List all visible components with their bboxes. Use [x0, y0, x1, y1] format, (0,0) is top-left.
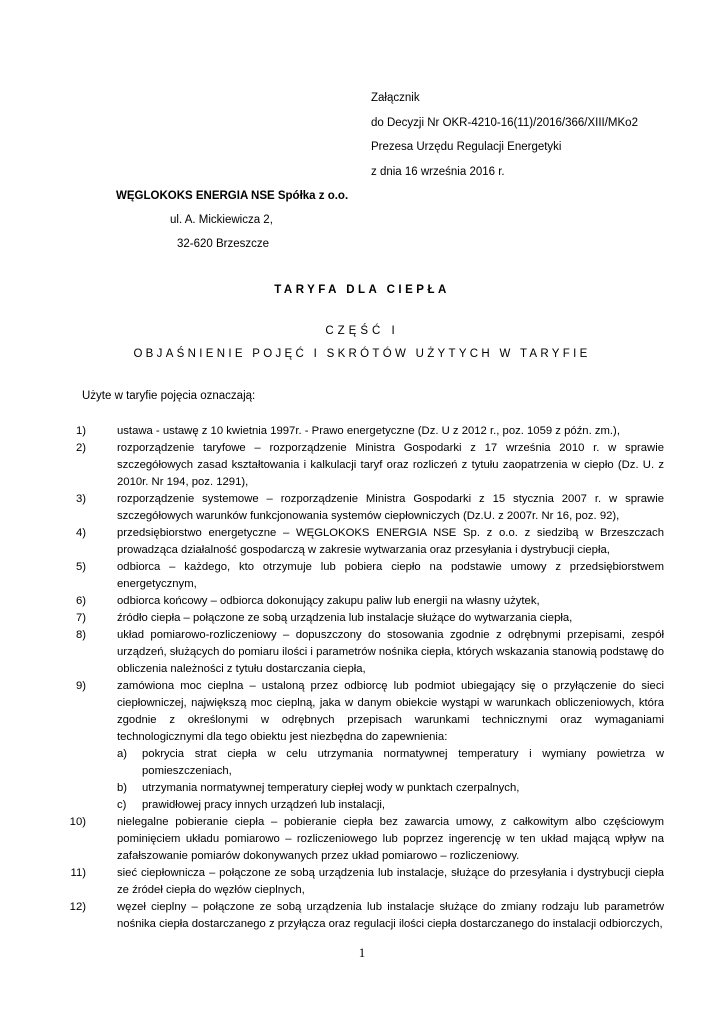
definition-text: sieć ciepłownicza – połączone ze sobą urządzenia lub instalacje, służące do przesyłania i dystrybucji ciepła ze źródeł ciepła do węzłów cieplnych, [117, 867, 664, 896]
definition-text: rozporządzenie systemowe – rozporządzenie Ministra Gospodarki z 15 stycznia 2007 r. w sprawie szczegółowych warunków funkcjonowania systemów ciepłowniczych (Dz.U. z 2007r. Nr 16, poz. 92), [117, 493, 664, 522]
definition-number: 10) [69, 816, 86, 828]
definition-text: odbiorca – każdego, kto otrzymuje lub pobiera ciepło na podstawie umowy z przedsiębiorstwem energetycznym, [117, 561, 664, 590]
definition-item [60, 627, 664, 678]
definition-item [60, 559, 664, 593]
definition-item [60, 525, 664, 559]
sublist-letter: b) [117, 782, 128, 794]
sublist-letter: a) [117, 748, 128, 760]
definition-item [60, 865, 664, 899]
definition-item [60, 899, 664, 933]
definition-text: ustawa - ustawę z 10 kwietnia 1997r. - Prawo energetyczne (Dz. U z 2012 r., poz. 1059 z późn. zm.), [117, 425, 620, 437]
definitions-list [60, 423, 664, 933]
company-street: ul. A. Mickiewicza 2, [170, 214, 273, 226]
definition-item [60, 423, 664, 440]
definition-number: 12) [69, 901, 86, 913]
company-name: WĘGLOKOKS ENERGIA NSE Spółka z o.o. [116, 190, 349, 202]
part-heading: CZĘŚĆ I [325, 325, 399, 337]
definition-number: 7) [75, 612, 86, 624]
sublist-text: prawidłowej pracy innych urządzeń lub instalacji, [142, 799, 386, 811]
sublist-item [117, 797, 664, 814]
sublist-letter: c) [117, 799, 127, 811]
page-number: 1 [358, 945, 366, 960]
definition-text: rozporządzenie taryfowe – rozporządzenie Ministra Gospodarki z 17 września 2010 r. w sprawie szczegółowych zasad kształtowania i kalkulacji taryf oraz rozliczeń z tytułu zaopatrzenia w ciepło (Dz. U. z 2010r. Nr 194, poz. 1291), [117, 442, 664, 488]
definition-text: układ pomiarowo-rozliczeniowy – dopuszczony do stosowania zgodnie z odrębnymi przepisami, zespół urządzeń, służących do pomiaru ilości i parametrów nośnika ciepła, których wskazania stanowią podstawę do obliczenia należności z tytułu dostarczania ciepła, [117, 629, 664, 675]
definition-item [60, 491, 664, 525]
definition-text: zamówiona moc cieplna – ustaloną przez odbiorcę lub podmiot ubiegający się o przyłączenie do sieci ciepłowniczej, największą moc cieplną, jaka w danym obiekcie wystąpi w warunkach obliczeniowych, która zgodnie z określonymi w odrębnych przepisach warunkami technicznymi oraz wymaganiami technologicznymi dla tego obiektu jest niezbędna do zapewnienia: [117, 680, 664, 743]
definition-number: 5) [75, 561, 86, 573]
definition-number: 1) [75, 425, 86, 437]
intro-text: Użyte w taryfie pojęcia oznaczają: [82, 390, 256, 402]
annex-line-1: Załącznik [371, 92, 420, 104]
definition-item [60, 814, 664, 865]
annex-line-2: do Decyzji Nr OKR-4210-16(11)/2016/366/XIII/MKo2 [371, 116, 638, 129]
definition-number: 6) [75, 595, 86, 607]
definition-number: 11) [70, 867, 86, 879]
definition-item [60, 440, 664, 491]
sublist-text: pokrycia strat ciepła w celu utrzymania normatywnej temperatury i wymiany powietrza w pomieszczeniach, [142, 748, 664, 777]
annex-line-3: Prezesa Urzędu Regulacji Energetyki [371, 141, 562, 153]
annex-line-4: z dnia 16 września 2016 r. [371, 165, 505, 178]
definition-item [60, 610, 664, 627]
definition-sublist [117, 746, 664, 814]
definition-item [60, 593, 664, 610]
definition-text: węzeł cieplny – połączone ze sobą urządzenia lub instalacje służące do zmiany rodzaju lub parametrów nośnika ciepła dostarczanego z przyłącza oraz regulacji ilości ciepła dostarczanego do instalacji odbiorczych, [117, 901, 664, 930]
sublist-text: utrzymania normatywnej temperatury ciepłej wody w punktach czerpalnych, [142, 782, 520, 794]
definition-number: 9) [75, 680, 86, 692]
definition-text: źródło ciepła – połączone ze sobą urządzenia lub instalacje służące do wytwarzania ciepła, [117, 612, 573, 624]
definition-text: nielegalne pobieranie ciepła – pobieranie ciepła bez zawarcia umowy, z całkowitym albo częściowym pominięciem układu pomiarowo – rozliczeniowego lub poprzez ingerencję w ten układ mającą wpływ na zafałszowanie pomiarów dokonywanych przez układ pomiarowo – rozliczeniowy. [117, 816, 664, 862]
definition-item [60, 678, 664, 814]
sublist-item [117, 746, 664, 780]
definition-number: 2) [75, 442, 86, 454]
document-title: TARYFA DLA CIEPŁA [274, 284, 450, 296]
definition-text: przedsiębiorstwo energetyczne – WĘGLOKOKS ENERGIA NSE Sp. z o.o. z siedzibą w Brzeszczach prowadząca działalność gospodarczą w zakresie wytwarzania oraz przesyłania i dystrybucji ciepła, [117, 527, 664, 556]
sublist-item [117, 780, 664, 797]
definition-text: odbiorca końcowy – odbiorca dokonujący zakupu paliw lub energii na własny użytek, [117, 595, 540, 607]
definition-number: 3) [75, 493, 86, 505]
definition-number: 8) [75, 629, 86, 641]
annex-header [371, 86, 638, 184]
definition-number: 4) [75, 527, 86, 539]
company-city: 32-620 Brzeszcze [177, 238, 270, 250]
section-subtitle: OBJAŚNIENIE POJĘĆ I SKRÓTÓW UŻYTYCH W TARYFIE [133, 348, 591, 360]
